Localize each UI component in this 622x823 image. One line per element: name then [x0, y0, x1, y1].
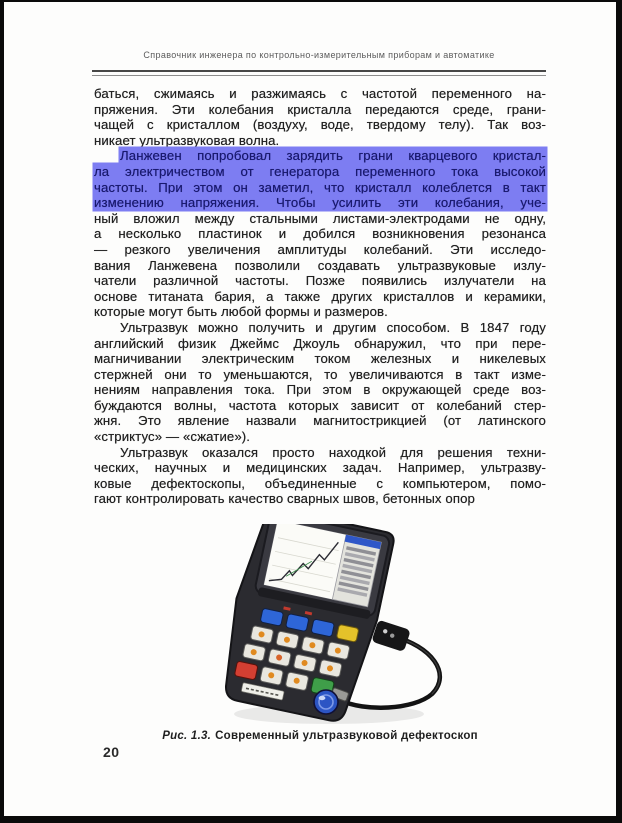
- text-line: основе титаната бария, а также других кристаллов и керамики,: [94, 288, 546, 304]
- text-line: [94, 148, 546, 164]
- paragraph: [94, 320, 546, 445]
- text-line: Ультразвук оказался просто находкой для решения техни-: [120, 444, 546, 460]
- text-line: чащей с кристаллом (воздуху, воде, твердому телу). Так воз-: [94, 117, 546, 133]
- text-line: нениям направления тока. При этом в окружающей среде воз-: [94, 382, 546, 398]
- text-line: — резкого увеличения амплитуды колебаний. Эти исследо-: [94, 241, 546, 257]
- text-line: [94, 195, 546, 211]
- highlighted-text: изменению напряжения. Чтобы усилить эти колебания, уче-: [94, 195, 546, 211]
- paragraph: [94, 86, 546, 148]
- ultrasonic-flaw-detector-illustration: [204, 524, 464, 729]
- body-text: [94, 86, 546, 507]
- figure-caption-label: Рис. 1.3.: [162, 730, 212, 742]
- paragraph: [94, 445, 546, 507]
- text-line: ческих, научных и медицинских задач. Например, ультразву-: [94, 460, 546, 476]
- text-line: пряжения. Эти колебания кристалла передаются среде, грани-: [94, 101, 546, 117]
- text-line: буждаются волны, частота которых зависит от колебаний стер-: [94, 397, 546, 413]
- text-line: ковые дефектоскопы, объединенные с компьютером, помо-: [94, 475, 546, 491]
- text-line: английский физик Джеймс Джоуль обнаружил, что при пере-: [94, 335, 546, 351]
- page-number: 20: [103, 744, 120, 760]
- figure-photo: [204, 524, 464, 729]
- header-rule: [92, 70, 546, 76]
- text-line: жня. Это явление назвали магнитострикцией (от латинского: [94, 413, 546, 429]
- text-line: магничивании электрическим током железных и никелевых: [94, 351, 546, 367]
- text-line: чатели различной частоты. Позже появились излучатели на: [94, 273, 546, 289]
- text-line: которые могут быть любой формы и размеров.: [94, 304, 388, 320]
- text-line: ный вложил между стальными листами-электродами не одну,: [94, 210, 546, 226]
- highlighted-text: ла электричеством от генератора переменного тока высокой: [94, 163, 546, 179]
- text-line: вания Ланжевена позволили создавать ультразвуковые излу-: [94, 257, 546, 273]
- text-line: [94, 164, 546, 180]
- text-line: «стриктус» — «сжатие»).: [94, 429, 251, 445]
- text-line: а несколько пластинок и добился возникновения резонанса: [94, 226, 546, 242]
- figure-caption: [64, 730, 576, 742]
- text-line: никает ультразвуковая волна.: [94, 132, 280, 148]
- text-line: баться, сжимаясь и разжимаясь с частотой переменного на-: [94, 86, 546, 101]
- device-body: [216, 524, 396, 726]
- highlighted-text: Ланжевен попробовал зарядить грани кварцевого кристал-: [120, 148, 546, 164]
- text-line: гают контролировать качество сварных швов, бетонных опор: [94, 491, 475, 507]
- paragraph: [94, 148, 546, 320]
- scanned-page: [4, 2, 616, 816]
- text-line: [94, 180, 546, 196]
- text-line: стержней они то уменьшаются, то увеличиваются в такт изме-: [94, 366, 546, 382]
- running-header: Справочник инженера по контрольно-измерительным приборам и автоматике: [143, 50, 495, 60]
- text-line: Ультразвук можно получить и другим способом. В 1847 году: [120, 319, 546, 335]
- highlighted-text: частоты. При этом он заметил, что кристалл колеблется в такт: [94, 179, 546, 195]
- figure-caption-text: Современный ультразвуковой дефектоскоп: [215, 730, 478, 742]
- cable-connector: [371, 620, 410, 652]
